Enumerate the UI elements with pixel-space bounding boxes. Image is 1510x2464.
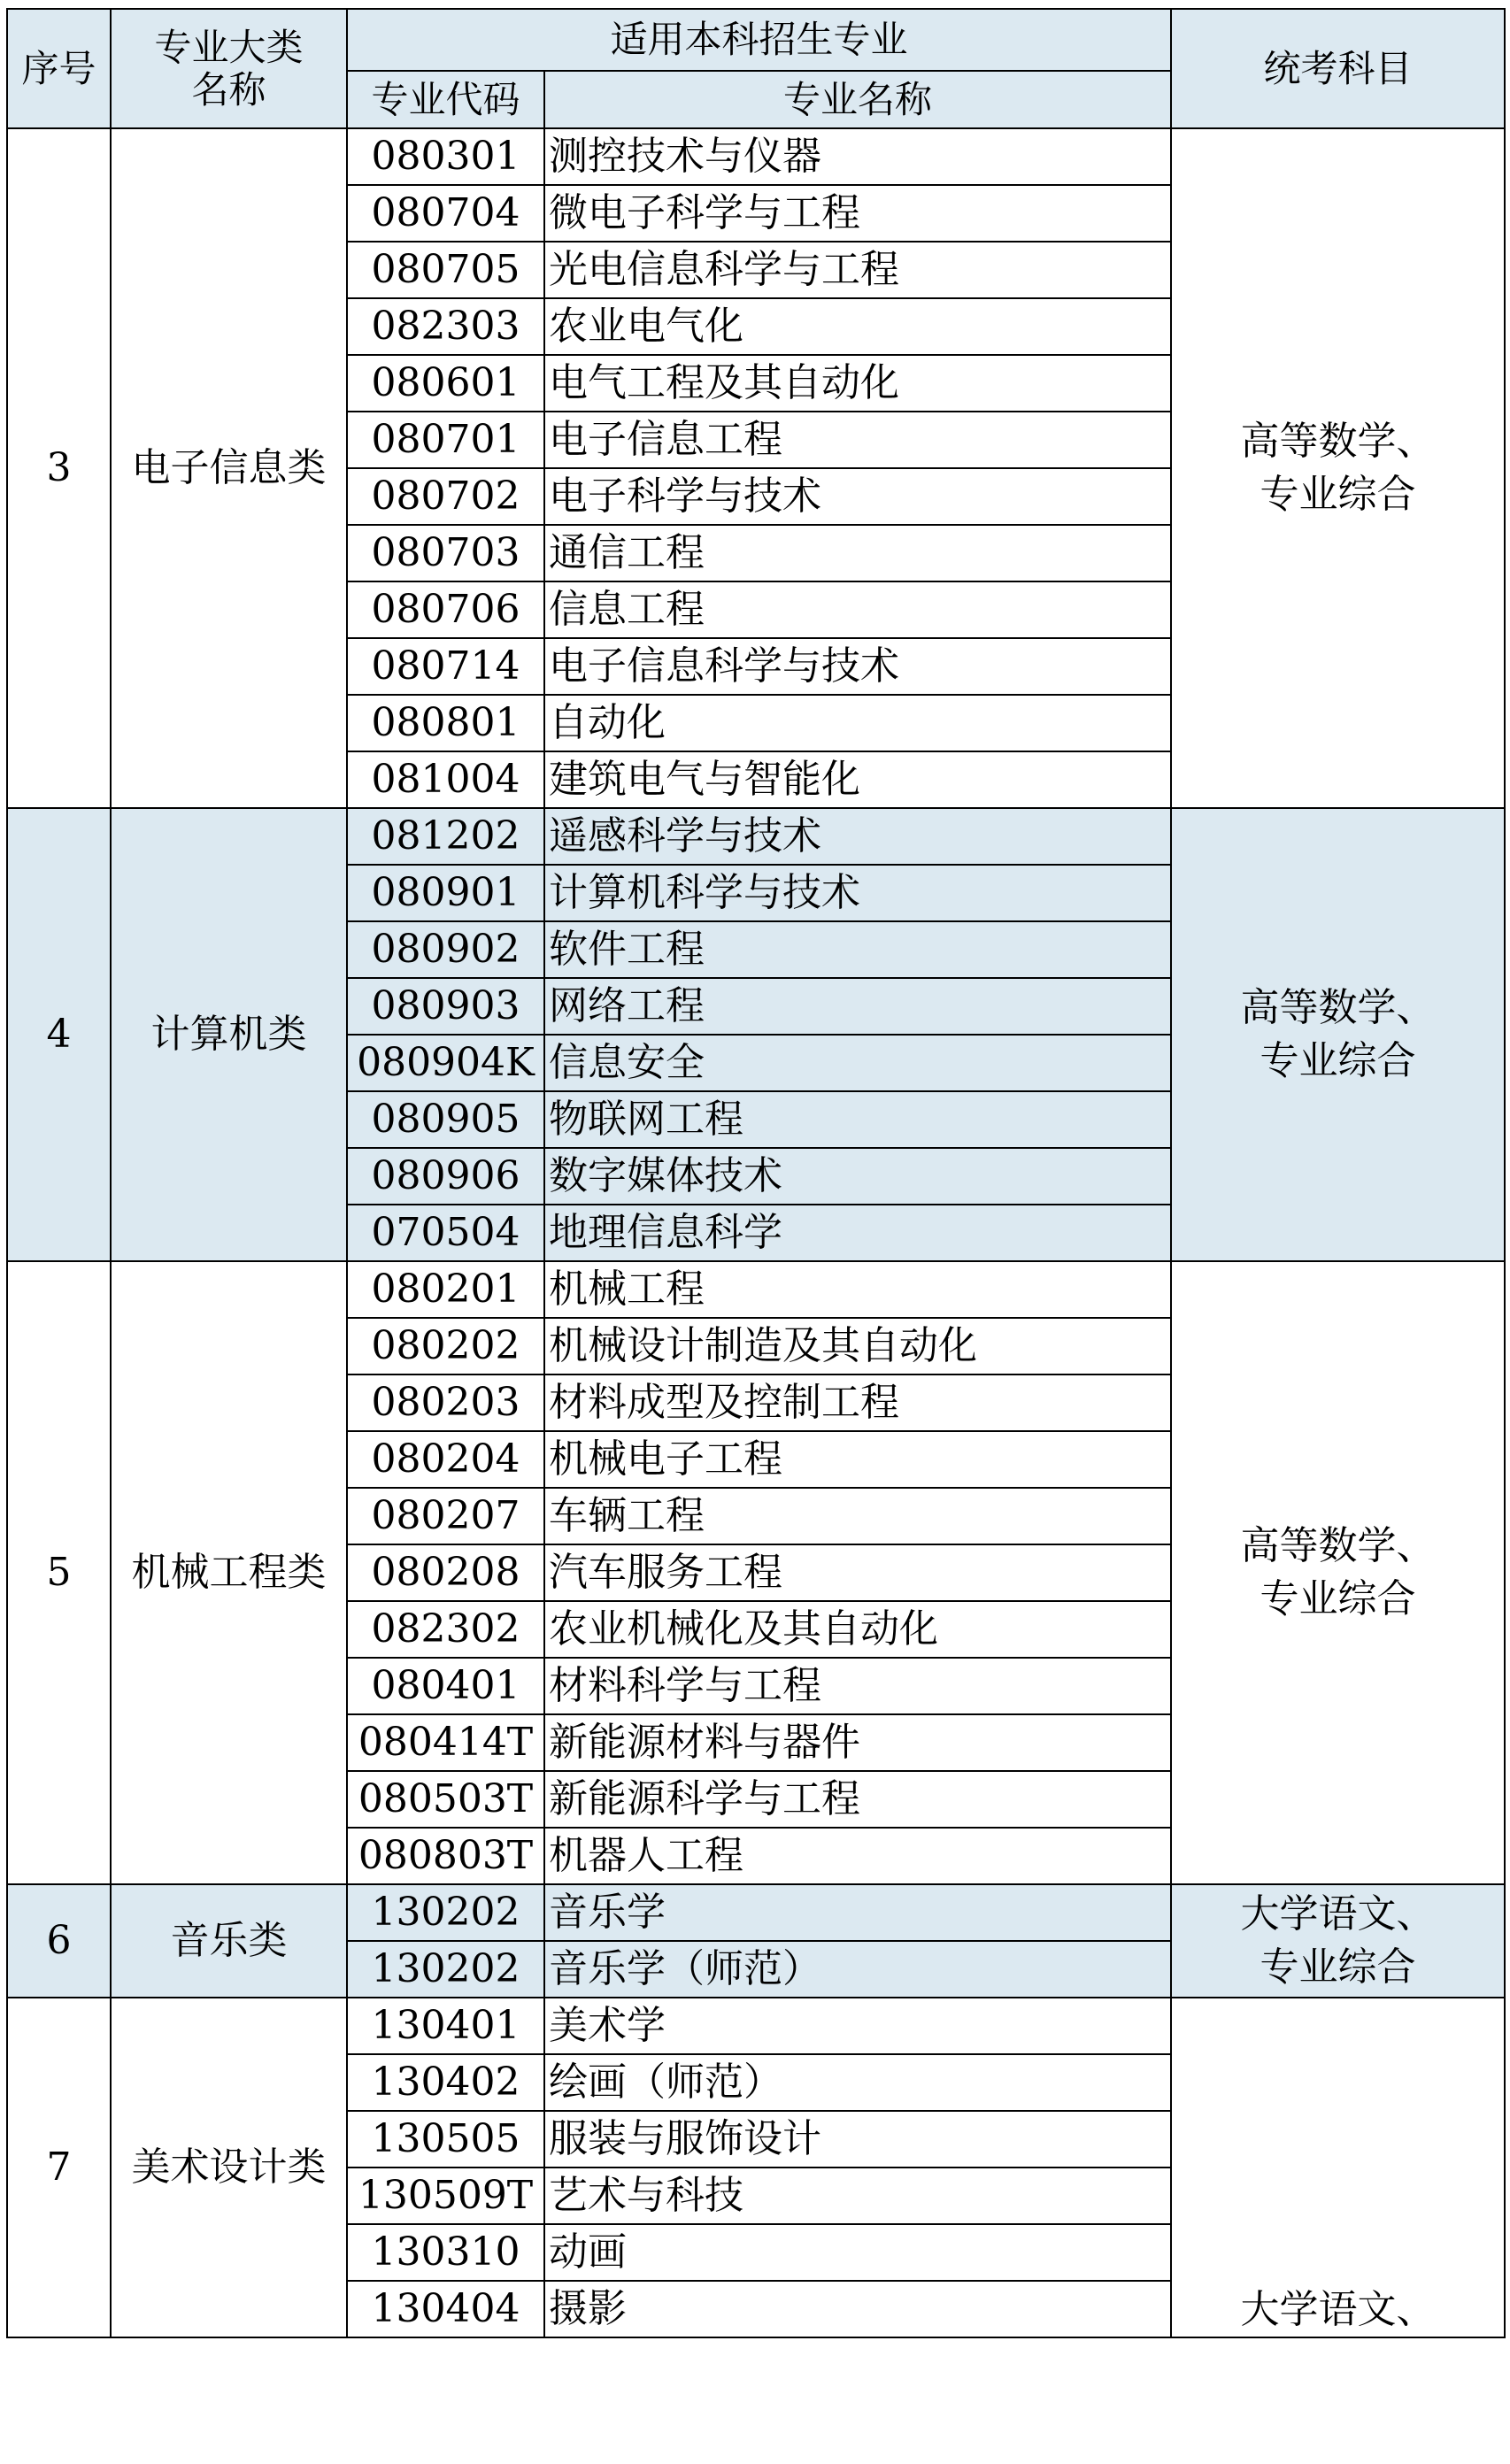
group-category: 计算机类	[111, 808, 347, 1261]
major-name: 电子信息科学与技术	[544, 638, 1171, 695]
major-code: 080714	[347, 638, 544, 695]
major-name: 地理信息科学	[544, 1205, 1171, 1261]
major-code: 130202	[347, 1884, 544, 1941]
table-body	[7, 128, 1505, 2337]
major-name: 机械电子工程	[544, 1431, 1171, 1488]
major-name: 机器人工程	[544, 1828, 1171, 1884]
major-code: 130310	[347, 2224, 544, 2281]
group-subjects	[1171, 128, 1505, 808]
major-code: 080204	[347, 1431, 544, 1488]
major-code: 080704	[347, 185, 544, 242]
major-code: 080208	[347, 1544, 544, 1601]
major-code: 070504	[347, 1205, 544, 1261]
group-subjects	[1171, 808, 1505, 1261]
table-row	[7, 1261, 1505, 1318]
major-code: 080803T	[347, 1828, 544, 1884]
major-name: 音乐学（师范）	[544, 1941, 1171, 1998]
major-code: 080207	[347, 1488, 544, 1544]
group-subjects-text: 高等数学、专业综合	[1240, 419, 1436, 517]
major-name: 物联网工程	[544, 1091, 1171, 1148]
major-name: 信息工程	[544, 581, 1171, 638]
group-subjects	[1171, 1884, 1505, 1998]
major-name: 材料成型及控制工程	[544, 1374, 1171, 1431]
major-code: 080906	[347, 1148, 544, 1205]
major-code: 080901	[347, 865, 544, 921]
major-code: 080702	[347, 468, 544, 525]
header-seq: 序号	[7, 9, 111, 128]
header-code: 专业代码	[347, 71, 544, 128]
major-code: 080905	[347, 1091, 544, 1148]
major-name: 美术学	[544, 1998, 1171, 2054]
major-name: 测控技术与仪器	[544, 128, 1171, 185]
major-code: 080902	[347, 921, 544, 978]
major-name: 农业机械化及其自动化	[544, 1601, 1171, 1658]
header-category-text: 专业大类名称	[154, 25, 304, 112]
major-name: 计算机科学与技术	[544, 865, 1171, 921]
major-code: 080705	[347, 242, 544, 298]
group-category: 美术设计类	[111, 1998, 347, 2337]
table-row	[7, 808, 1505, 865]
major-code: 130404	[347, 2281, 544, 2337]
header-undergrad: 适用本科招生专业	[347, 9, 1171, 71]
major-name: 艺术与科技	[544, 2168, 1171, 2224]
major-code: 130401	[347, 1998, 544, 2054]
major-name: 自动化	[544, 695, 1171, 751]
major-code: 130402	[347, 2054, 544, 2111]
group-seq: 4	[7, 808, 111, 1261]
group-category: 机械工程类	[111, 1261, 347, 1884]
table-row	[7, 1884, 1505, 1941]
header-name: 专业名称	[544, 71, 1171, 128]
major-code: 081004	[347, 751, 544, 808]
major-code: 081202	[347, 808, 544, 865]
major-name: 动画	[544, 2224, 1171, 2281]
major-name: 材料科学与工程	[544, 1658, 1171, 1714]
major-code: 080503T	[347, 1771, 544, 1828]
major-code: 080703	[347, 525, 544, 581]
header-category	[111, 9, 347, 128]
major-name: 摄影	[544, 2281, 1171, 2337]
group-category: 电子信息类	[111, 128, 347, 808]
major-code: 080801	[347, 695, 544, 751]
major-name: 汽车服务工程	[544, 1544, 1171, 1601]
major-code: 080904K	[347, 1035, 544, 1091]
major-name: 服装与服饰设计	[544, 2111, 1171, 2168]
major-name: 车辆工程	[544, 1488, 1171, 1544]
group-subjects-text: 大学语文、	[1240, 2287, 1436, 2332]
major-code: 080706	[347, 581, 544, 638]
group-seq: 6	[7, 1884, 111, 1998]
major-name: 通信工程	[544, 525, 1171, 581]
major-name: 机械工程	[544, 1261, 1171, 1318]
major-code: 080401	[347, 1658, 544, 1714]
major-code: 080903	[347, 978, 544, 1035]
major-code: 082302	[347, 1601, 544, 1658]
major-name: 机械设计制造及其自动化	[544, 1318, 1171, 1374]
major-name: 农业电气化	[544, 298, 1171, 355]
major-name: 软件工程	[544, 921, 1171, 978]
major-name: 音乐学	[544, 1884, 1171, 1941]
major-code: 080201	[347, 1261, 544, 1318]
table-row	[7, 128, 1505, 185]
group-subjects	[1171, 1998, 1505, 2337]
group-seq: 3	[7, 128, 111, 808]
major-name: 光电信息科学与工程	[544, 242, 1171, 298]
major-name: 微电子科学与工程	[544, 185, 1171, 242]
major-name: 电子信息工程	[544, 412, 1171, 468]
major-name: 电子科学与技术	[544, 468, 1171, 525]
table-row	[7, 1998, 1505, 2054]
group-subjects-text: 大学语文、专业综合	[1240, 1891, 1436, 1990]
major-name: 新能源科学与工程	[544, 1771, 1171, 1828]
major-code: 080301	[347, 128, 544, 185]
major-name: 网络工程	[544, 978, 1171, 1035]
major-code: 080203	[347, 1374, 544, 1431]
group-subjects-text: 高等数学、专业综合	[1240, 985, 1436, 1083]
major-code: 080414T	[347, 1714, 544, 1771]
major-code: 130202	[347, 1941, 544, 1998]
major-code: 080202	[347, 1318, 544, 1374]
major-name: 信息安全	[544, 1035, 1171, 1091]
header-subjects: 统考科目	[1171, 9, 1505, 128]
majors-table	[6, 8, 1506, 2338]
major-name: 电气工程及其自动化	[544, 355, 1171, 412]
group-subjects	[1171, 1261, 1505, 1884]
group-seq: 5	[7, 1261, 111, 1884]
major-name: 建筑电气与智能化	[544, 751, 1171, 808]
major-code: 130505	[347, 2111, 544, 2168]
major-code: 080701	[347, 412, 544, 468]
major-code: 080601	[347, 355, 544, 412]
group-subjects-text: 高等数学、专业综合	[1240, 1523, 1436, 1621]
major-code: 082303	[347, 298, 544, 355]
major-code: 130509T	[347, 2168, 544, 2224]
group-seq: 7	[7, 1998, 111, 2337]
major-name: 绘画（师范）	[544, 2054, 1171, 2111]
group-category: 音乐类	[111, 1884, 347, 1998]
major-name: 数字媒体技术	[544, 1148, 1171, 1205]
major-name: 遥感科学与技术	[544, 808, 1171, 865]
major-name: 新能源材料与器件	[544, 1714, 1171, 1771]
